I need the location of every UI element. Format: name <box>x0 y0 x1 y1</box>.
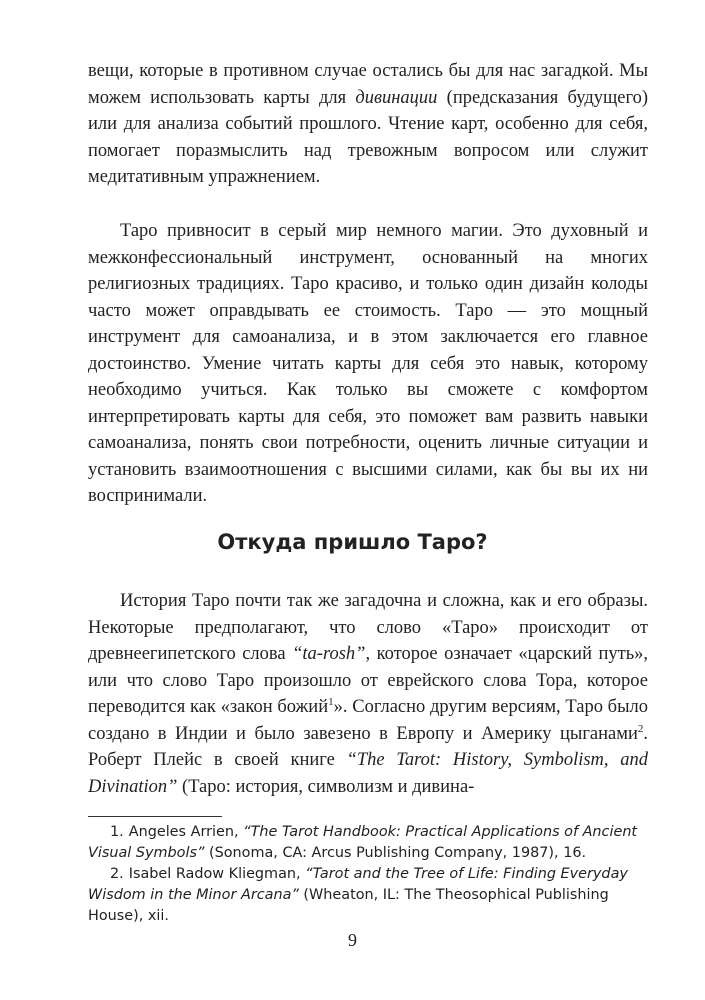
paragraph-3-italic-1: “ta-rosh” <box>292 644 366 664</box>
paragraph-3-text-d: . Роберт Плейс в своей книге <box>88 723 648 770</box>
paragraph-3-italic-2: “The Tarot: History, Symbolism, and Divination” <box>88 750 648 797</box>
paragraph-1-text: вещи, которые в противном случае остались бы для нас загадкой. Мы можем использовать карты для <box>88 61 648 108</box>
paragraph-3 <box>88 588 648 800</box>
paragraph-1 <box>88 58 648 191</box>
footnote-1-author: Angeles Arrien, <box>128 824 244 840</box>
footnote-1-title: “The Tarot Handbook: Practical Applications of Ancient Visual Symbols” <box>88 824 638 861</box>
footnote-ref-1[interactable]: 1 <box>328 695 334 708</box>
paragraph-1-text-end: (предсказания будущего) или для анализа событий прошлого. Чтение карт, особенно для себя, помогает поразмыслить над тревожным вопросом или служит медитативным упражнением. <box>88 87 648 187</box>
footnote-1-publisher: (Sonoma, CA: Arcus Publishing Company, 1987), 16. <box>204 845 587 861</box>
section-heading: Откуда пришло Таро? <box>217 530 488 554</box>
paragraph-3-text-b: , которое означает «царский путь», или что слово Таро произошло от еврейского слова Тора, которое переводится как «закон божий <box>88 644 649 717</box>
paragraph-2 <box>88 218 648 510</box>
footnote-2-author: Isabel Radow Kliegman, <box>128 866 306 882</box>
paragraph-3-text-e: (Таро: история, символизм и дивина- <box>177 776 475 797</box>
footnote-2 <box>88 864 648 927</box>
paragraph-2-text: Таро привносит в серый мир немного магии. Это духовный и межконфессиональный инструмент, основанный на многих религиозных традициях. Таро красиво, и только один дизайн колоды часто может оправдывать ее стоимость. Таро — это мощный инструмент для самоанализа, и в этом заключается его главное достоинство. Умение читать карты для себя это навык, которому необходимо учиться. Как только вы сможете с комфортом интерпретировать карты для себя, это поможет вам развить навыки самоанализа, понять свои потребности, оценить личные ситуации и установить взаимоотношения с высшими силами, как бы вы их ни воспринимали. <box>88 221 648 506</box>
footnote-1-number: 1. <box>110 824 124 840</box>
footnote-2-publisher: (Wheaton, IL: The Theosophical Publishing House), xii. <box>88 887 609 924</box>
paragraph-1-italic: дивинации <box>355 87 438 108</box>
footnote-ref-2[interactable]: 2 <box>637 722 644 735</box>
paragraph-3-text-c: ». Согласно другим версиям, Таро было создано в Индии и было завезено в Европу и Америку цыганами <box>88 697 649 744</box>
paragraph-3-text-a: История Таро почти так же загадочна и сложна, как и его образы. Некоторые предполагают, что слово «Таро» происходит от древнеегипетского слова <box>88 591 648 664</box>
footnotes <box>88 822 648 927</box>
footnote-2-title: “Tarot and the Tree of Life: Finding Everyday Wisdom in the Minor Arcana” <box>88 866 628 903</box>
footnote-2-number: 2. <box>110 866 124 882</box>
footnote-divider <box>88 816 222 817</box>
footnote-1 <box>88 822 648 864</box>
page-number: 9 <box>348 930 357 950</box>
